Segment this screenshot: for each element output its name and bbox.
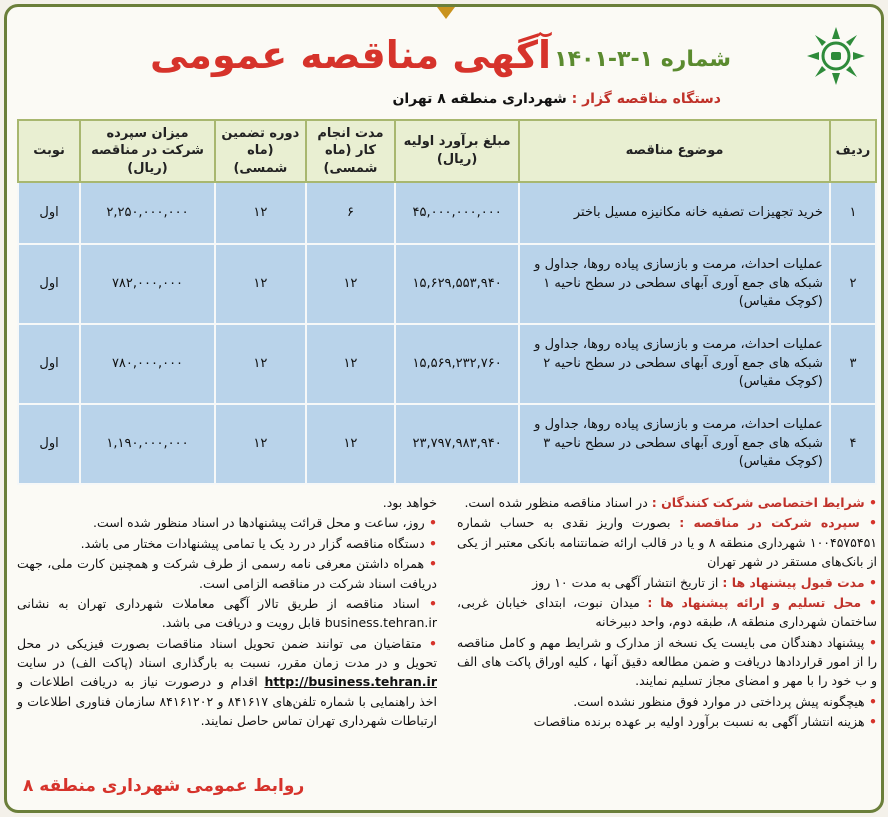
col-header-row-no: ردیف — [830, 120, 876, 182]
cell-warranty: ۱۲ — [215, 182, 306, 244]
cell-subject: عملیات احداث، مرمت و بازسازی پیاده روها، جداول و شبکه های جمع آوری آبهای سطحی در سطح ناحیه ۳ (کوچک مقیاس) — [519, 404, 830, 484]
note-item: • مدت قبول پیشنهاد ها : از تاریخ انتشار آگهی به مدت ۱۰ روز — [532, 574, 877, 590]
agency-line — [392, 91, 721, 107]
footer-signature: روابط عمومی شهرداری منطقه ۸ — [23, 776, 305, 796]
cell-duration: ۱۲ — [306, 324, 395, 404]
cell-deposit: ۷۸۰,۰۰۰,۰۰۰ — [80, 324, 215, 404]
note-item: • هیچگونه پیش پرداختی در موارد فوق منظور نشده است. — [573, 693, 877, 709]
col-header-round: نوبت — [18, 120, 80, 182]
notes-right-column — [457, 493, 877, 733]
col-header-estimate: مبلغ برآورد اولیه (ریال) — [395, 120, 519, 182]
cell-subject: عملیات احداث، مرمت و بازسازی پیاده روها، جداول و شبکه های جمع آوری آبهای سطحی در سطح ناحیه ۲ (کوچک مقیاس) — [519, 324, 830, 404]
col-header-duration: مدت انجام کار (ماه شمسی) — [306, 120, 395, 182]
table-row — [18, 404, 876, 484]
notice-number: شماره ۱-۳-۱۴۰۱ — [554, 47, 731, 72]
note-item: خواهد بود. — [382, 495, 437, 510]
cell-estimate: ۴۵,۰۰۰,۰۰۰,۰۰۰ — [395, 182, 519, 244]
cell-estimate: ۱۵,۶۲۹,۵۵۳,۹۴۰ — [395, 244, 519, 324]
col-header-subject: موضوع مناقصه — [519, 120, 830, 182]
cell-subject: خرید تجهیزات تصفیه خانه مکانیزه مسیل باختر — [519, 182, 830, 244]
note-item: • روز، ساعت و محل قرائت پیشنهادها در اسناد منظور شده است. — [92, 515, 437, 531]
cell-duration: ۱۲ — [306, 244, 395, 324]
cell-round: اول — [18, 404, 80, 484]
business-site-link[interactable]: http://business.tehran.ir — [264, 674, 437, 690]
note-item: • متقاضیان می توانند ضمن تحویل اسناد مناقصات بصورت فیزیکی در محل تحویل و در مدت زمان مقرر، نسبت به بارگذاری اسناد (پاکت الف) در سایت http://business.tehran.ir اقدام و درصورت نیاز به دریافت اطلاعات و اخذ راهنمایی با شماره تلفن‌های ۸۴۱۶۱۷ و ۸۴۱۶۱۲۰۲ سازمان فناوری اطلاعات و ارتباطات شهرداری تهران تماس حاصل نمایند. — [17, 635, 437, 729]
note-item: • پیشنهاد دهندگان می بایست یک نسخه از مدارک و شرایط مهم و کامل مناقصه را از امور قراردادها دریافت و ضمن مطالعه دقیق آنها ، کلیه اوراق پاکت های الف و ب خود را با مهر و امضای مجاز تسلیم نمایند. — [457, 634, 878, 689]
cell-deposit: ۲,۲۵۰,۰۰۰,۰۰۰ — [80, 182, 215, 244]
col-header-deposit: میزان سپرده شرکت در مناقصه (ریال) — [80, 120, 215, 182]
cell-estimate: ۱۵,۵۶۹,۲۳۲,۷۶۰ — [395, 324, 519, 404]
title-row — [7, 29, 881, 81]
cell-no: ۱ — [830, 182, 876, 244]
notice-title: آگهی مناقصه عمومی — [149, 33, 551, 77]
notes-left-column — [17, 493, 437, 732]
col-header-warranty: دوره تضمین (ماه شمسی) — [215, 120, 306, 182]
cell-no: ۲ — [830, 244, 876, 324]
cell-warranty: ۱۲ — [215, 404, 306, 484]
cell-no: ۳ — [830, 324, 876, 404]
tender-table — [17, 119, 877, 485]
note-item: • سپرده شرکت در مناقصه : بصورت واریز نقدی به حساب شماره ۱۰۰۴۵۷۵۴۵۱ شهرداری منطقه ۸ و یا در قالب ارائه ضمانتنامه بانکی معتبر از یکی از بانک‌های مستقر در شهر تهران — [457, 515, 878, 570]
cell-warranty: ۱۲ — [215, 244, 306, 324]
cell-duration: ۱۲ — [306, 404, 395, 484]
cell-deposit: ۷۸۲,۰۰۰,۰۰۰ — [80, 244, 215, 324]
agency-value: شهرداری منطقه ۸ تهران — [392, 91, 567, 107]
table-row — [18, 244, 876, 324]
cell-estimate: ۲۳,۷۹۷,۹۸۳,۹۴۰ — [395, 404, 519, 484]
cell-round: اول — [18, 244, 80, 324]
agency-label: دستگاه مناقصه گزار : — [571, 91, 721, 107]
cell-duration: ۶ — [306, 182, 395, 244]
note-item: • همراه داشتن معرفی نامه رسمی از طرف شرکت و همچنین کارت ملی، جهت دریافت اسناد شرکت در مناقصه الزامی است. — [17, 556, 437, 591]
cell-round: اول — [18, 324, 80, 404]
notice-frame — [4, 4, 884, 813]
table-row — [18, 324, 876, 404]
note-item: • محل تسلیم و ارائه پیشنهاد ها : میدان نبوت، ابتدای خیابان غربی، ساختمان شهرداری منطقه ۸، طبقه دوم، واحد دبیرخانه — [457, 594, 877, 630]
note-item: • هزینه انتشار آگهی به نسبت برآورد اولیه بر عهده برنده مناقصات — [533, 714, 877, 730]
table-header-row — [18, 120, 876, 182]
note-item: • شرایط اختصاصی شرکت کنندگان : در اسناد مناقصه منظور شده است. — [464, 495, 877, 510]
cell-no: ۴ — [830, 404, 876, 484]
note-item: • اسناد مناقصه از طریق تالار آگهی معاملات شهرداری تهران به نشانی business.tehran.ir قابل رویت و دریافت می باشد. — [17, 595, 437, 631]
table-row — [18, 182, 876, 244]
top-notch-decoration — [437, 7, 455, 19]
cell-round: اول — [18, 182, 80, 244]
cell-subject: عملیات احداث، مرمت و بازسازی پیاده روها، جداول و شبکه های جمع آوری آبهای سطحی در سطح ناحیه ۱ (کوچک مقیاس) — [519, 244, 830, 324]
cell-deposit: ۱,۱۹۰,۰۰۰,۰۰۰ — [80, 404, 215, 484]
notes-section — [17, 493, 877, 783]
note-item: • دستگاه مناقصه گزار در رد یک یا تمامی پیشنهادات مختار می باشد. — [80, 535, 437, 551]
cell-warranty: ۱۲ — [215, 324, 306, 404]
